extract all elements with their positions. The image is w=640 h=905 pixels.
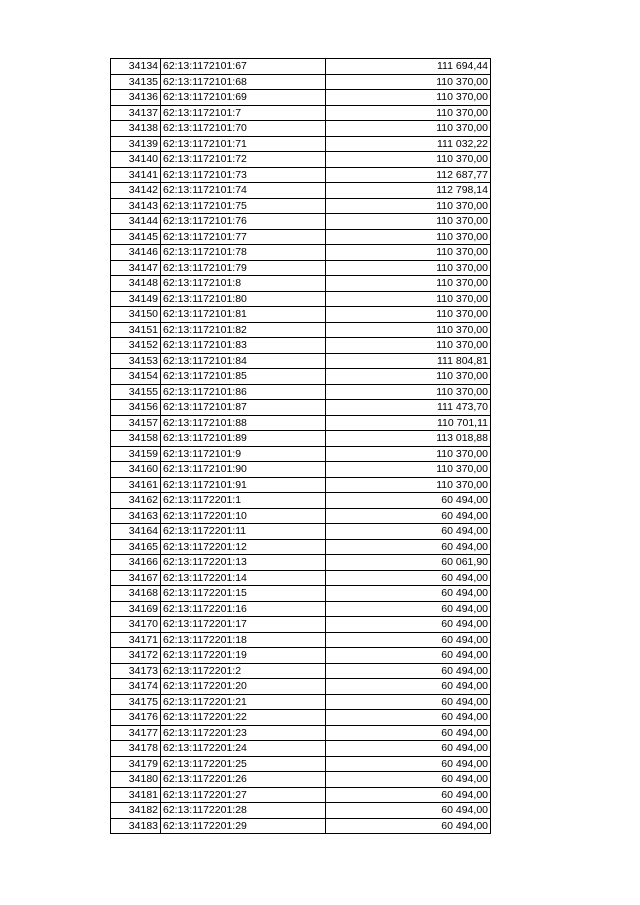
table-row: [111, 539, 491, 555]
cadastral-number-cell: 62:13:1172101:7: [161, 105, 326, 121]
cadastral-value-table: [110, 58, 491, 834]
table-row: [111, 710, 491, 726]
cadastral-number-cell: 62:13:1172201:13: [161, 555, 326, 571]
table-row: [111, 493, 491, 509]
row-number-cell: 34173: [111, 663, 161, 679]
row-number-cell: 34159: [111, 446, 161, 462]
table-row: [111, 803, 491, 819]
cadastral-number-cell: 62:13:1172201:17: [161, 617, 326, 633]
cadastral-number-cell: 62:13:1172101:8: [161, 276, 326, 292]
cadastral-number-cell: 62:13:1172201:25: [161, 756, 326, 772]
cadastral-number-cell: 62:13:1172201:21: [161, 694, 326, 710]
table-row: [111, 353, 491, 369]
table-row: [111, 508, 491, 524]
cadastral-value-cell: 60 494,00: [326, 803, 491, 819]
row-number-cell: 34137: [111, 105, 161, 121]
row-number-cell: 34139: [111, 136, 161, 152]
row-number-cell: 34174: [111, 679, 161, 695]
cadastral-value-cell: 110 370,00: [326, 477, 491, 493]
cadastral-number-cell: 62:13:1172101:67: [161, 59, 326, 75]
cadastral-value-cell: 60 494,00: [326, 601, 491, 617]
cadastral-value-cell: 111 032,22: [326, 136, 491, 152]
cadastral-value-cell: 60 494,00: [326, 648, 491, 664]
table-row: [111, 338, 491, 354]
cadastral-value-cell: 110 370,00: [326, 198, 491, 214]
cadastral-number-cell: 62:13:1172201:14: [161, 570, 326, 586]
table-row: [111, 260, 491, 276]
table-row: [111, 183, 491, 199]
cadastral-value-cell: 110 370,00: [326, 384, 491, 400]
cadastral-value-cell: 60 494,00: [326, 508, 491, 524]
cadastral-value-cell: 60 494,00: [326, 632, 491, 648]
table-row: [111, 632, 491, 648]
cadastral-number-cell: 62:13:1172201:16: [161, 601, 326, 617]
cadastral-number-cell: 62:13:1172201:1: [161, 493, 326, 509]
cadastral-value-cell: 60 494,00: [326, 772, 491, 788]
cadastral-value-cell: 111 473,70: [326, 400, 491, 416]
row-number-cell: 34157: [111, 415, 161, 431]
cadastral-value-cell: 110 370,00: [326, 338, 491, 354]
row-number-cell: 34142: [111, 183, 161, 199]
cadastral-value-cell: 60 494,00: [326, 741, 491, 757]
cadastral-number-cell: 62:13:1172201:19: [161, 648, 326, 664]
cadastral-number-cell: 62:13:1172101:79: [161, 260, 326, 276]
table-row: [111, 694, 491, 710]
row-number-cell: 34167: [111, 570, 161, 586]
row-number-cell: 34170: [111, 617, 161, 633]
table-row: [111, 772, 491, 788]
cadastral-number-cell: 62:13:1172201:29: [161, 818, 326, 834]
cadastral-value-cell: 110 370,00: [326, 74, 491, 90]
row-number-cell: 34138: [111, 121, 161, 137]
row-number-cell: 34147: [111, 260, 161, 276]
row-number-cell: 34163: [111, 508, 161, 524]
cadastral-value-cell: 60 494,00: [326, 524, 491, 540]
cadastral-value-cell: 110 370,00: [326, 446, 491, 462]
cadastral-value-cell: 110 370,00: [326, 121, 491, 137]
cadastral-number-cell: 62:13:1172101:9: [161, 446, 326, 462]
cadastral-number-cell: 62:13:1172101:90: [161, 462, 326, 478]
cadastral-value-cell: 60 494,00: [326, 694, 491, 710]
table-row: [111, 741, 491, 757]
row-number-cell: 34146: [111, 245, 161, 261]
table-row: [111, 477, 491, 493]
table-row: [111, 369, 491, 385]
table-row: [111, 121, 491, 137]
cadastral-number-cell: 62:13:1172101:72: [161, 152, 326, 168]
cadastral-value-cell: 60 494,00: [326, 493, 491, 509]
cadastral-number-cell: 62:13:1172101:88: [161, 415, 326, 431]
cadastral-value-cell: 110 370,00: [326, 245, 491, 261]
table-row: [111, 446, 491, 462]
cadastral-number-cell: 62:13:1172101:81: [161, 307, 326, 323]
cadastral-value-cell: 110 370,00: [326, 322, 491, 338]
row-number-cell: 34183: [111, 818, 161, 834]
cadastral-number-cell: 62:13:1172201:15: [161, 586, 326, 602]
cadastral-number-cell: 62:13:1172201:18: [161, 632, 326, 648]
table-row: [111, 291, 491, 307]
row-number-cell: 34158: [111, 431, 161, 447]
cadastral-number-cell: 62:13:1172101:91: [161, 477, 326, 493]
row-number-cell: 34134: [111, 59, 161, 75]
cadastral-value-cell: 60 494,00: [326, 679, 491, 695]
cadastral-value-cell: 110 370,00: [326, 260, 491, 276]
cadastral-number-cell: 62:13:1172101:87: [161, 400, 326, 416]
cadastral-number-cell: 62:13:1172101:78: [161, 245, 326, 261]
table-row: [111, 229, 491, 245]
table-row: [111, 617, 491, 633]
cadastral-value-cell: 110 370,00: [326, 462, 491, 478]
cadastral-number-cell: 62:13:1172101:74: [161, 183, 326, 199]
row-number-cell: 34175: [111, 694, 161, 710]
cadastral-value-cell: 110 370,00: [326, 369, 491, 385]
cadastral-number-cell: 62:13:1172101:86: [161, 384, 326, 400]
cadastral-number-cell: 62:13:1172101:70: [161, 121, 326, 137]
cadastral-number-cell: 62:13:1172101:84: [161, 353, 326, 369]
cadastral-value-cell: 60 494,00: [326, 725, 491, 741]
table-row: [111, 601, 491, 617]
cadastral-number-cell: 62:13:1172201:27: [161, 787, 326, 803]
table-row: [111, 74, 491, 90]
row-number-cell: 34143: [111, 198, 161, 214]
row-number-cell: 34155: [111, 384, 161, 400]
row-number-cell: 34153: [111, 353, 161, 369]
cadastral-number-cell: 62:13:1172101:83: [161, 338, 326, 354]
table-row: [111, 648, 491, 664]
cadastral-value-cell: 110 370,00: [326, 105, 491, 121]
table-row: [111, 462, 491, 478]
cadastral-value-cell: 110 370,00: [326, 152, 491, 168]
row-number-cell: 34181: [111, 787, 161, 803]
cadastral-number-cell: 62:13:1172101:71: [161, 136, 326, 152]
table-row: [111, 167, 491, 183]
cadastral-value-cell: 110 701,11: [326, 415, 491, 431]
row-number-cell: 34178: [111, 741, 161, 757]
cadastral-value-cell: 111 804,81: [326, 353, 491, 369]
cadastral-value-cell: 60 494,00: [326, 663, 491, 679]
table-row: [111, 431, 491, 447]
table-row: [111, 586, 491, 602]
row-number-cell: 34151: [111, 322, 161, 338]
cadastral-value-cell: 112 687,77: [326, 167, 491, 183]
row-number-cell: 34182: [111, 803, 161, 819]
table-row: [111, 322, 491, 338]
cadastral-value-cell: 110 370,00: [326, 307, 491, 323]
row-number-cell: 34162: [111, 493, 161, 509]
cadastral-value-cell: 60 494,00: [326, 586, 491, 602]
cadastral-number-cell: 62:13:1172101:68: [161, 74, 326, 90]
table-row: [111, 136, 491, 152]
cadastral-value-cell: 110 370,00: [326, 291, 491, 307]
table-row: [111, 570, 491, 586]
row-number-cell: 34179: [111, 756, 161, 772]
table-row: [111, 307, 491, 323]
table-row: [111, 415, 491, 431]
row-number-cell: 34154: [111, 369, 161, 385]
cadastral-value-cell: 60 061,90: [326, 555, 491, 571]
table-row: [111, 756, 491, 772]
cadastral-value-cell: 113 018,88: [326, 431, 491, 447]
row-number-cell: 34144: [111, 214, 161, 230]
table-row: [111, 276, 491, 292]
row-number-cell: 34171: [111, 632, 161, 648]
table-row: [111, 555, 491, 571]
table-row: [111, 198, 491, 214]
cadastral-number-cell: 62:13:1172201:20: [161, 679, 326, 695]
cadastral-number-cell: 62:13:1172101:76: [161, 214, 326, 230]
table-row: [111, 663, 491, 679]
row-number-cell: 34180: [111, 772, 161, 788]
table-row: [111, 524, 491, 540]
cadastral-value-cell: 111 694,44: [326, 59, 491, 75]
row-number-cell: 34161: [111, 477, 161, 493]
cadastral-number-cell: 62:13:1172201:12: [161, 539, 326, 555]
row-number-cell: 34141: [111, 167, 161, 183]
row-number-cell: 34149: [111, 291, 161, 307]
cadastral-value-cell: 60 494,00: [326, 710, 491, 726]
table-row: [111, 400, 491, 416]
cadastral-number-cell: 62:13:1172101:82: [161, 322, 326, 338]
cadastral-number-cell: 62:13:1172101:85: [161, 369, 326, 385]
row-number-cell: 34160: [111, 462, 161, 478]
table-row: [111, 90, 491, 106]
row-number-cell: 34172: [111, 648, 161, 664]
cadastral-value-cell: 60 494,00: [326, 756, 491, 772]
cadastral-number-cell: 62:13:1172201:10: [161, 508, 326, 524]
row-number-cell: 34177: [111, 725, 161, 741]
cadastral-number-cell: 62:13:1172201:23: [161, 725, 326, 741]
row-number-cell: 34136: [111, 90, 161, 106]
table-row: [111, 59, 491, 75]
cadastral-number-cell: 62:13:1172201:22: [161, 710, 326, 726]
cadastral-number-cell: 62:13:1172201:24: [161, 741, 326, 757]
cadastral-value-cell: 60 494,00: [326, 617, 491, 633]
cadastral-value-cell: 110 370,00: [326, 214, 491, 230]
cadastral-number-cell: 62:13:1172201:26: [161, 772, 326, 788]
cadastral-value-cell: 110 370,00: [326, 276, 491, 292]
table-row: [111, 787, 491, 803]
row-number-cell: 34150: [111, 307, 161, 323]
cadastral-value-cell: 112 798,14: [326, 183, 491, 199]
cadastral-number-cell: 62:13:1172201:11: [161, 524, 326, 540]
row-number-cell: 34135: [111, 74, 161, 90]
row-number-cell: 34152: [111, 338, 161, 354]
row-number-cell: 34169: [111, 601, 161, 617]
cadastral-number-cell: 62:13:1172101:80: [161, 291, 326, 307]
cadastral-value-cell: 60 494,00: [326, 570, 491, 586]
cadastral-value-cell: 60 494,00: [326, 818, 491, 834]
table-row: [111, 245, 491, 261]
table-row: [111, 105, 491, 121]
row-number-cell: 34165: [111, 539, 161, 555]
table-row: [111, 214, 491, 230]
cadastral-number-cell: 62:13:1172101:69: [161, 90, 326, 106]
table-row: [111, 679, 491, 695]
cadastral-value-cell: 60 494,00: [326, 787, 491, 803]
row-number-cell: 34164: [111, 524, 161, 540]
table-row: [111, 384, 491, 400]
cadastral-value-cell: 110 370,00: [326, 229, 491, 245]
table-row: [111, 152, 491, 168]
row-number-cell: 34140: [111, 152, 161, 168]
row-number-cell: 34148: [111, 276, 161, 292]
row-number-cell: 34145: [111, 229, 161, 245]
cadastral-value-cell: 60 494,00: [326, 539, 491, 555]
table-body: [111, 59, 491, 834]
cadastral-number-cell: 62:13:1172101:77: [161, 229, 326, 245]
row-number-cell: 34168: [111, 586, 161, 602]
row-number-cell: 34166: [111, 555, 161, 571]
row-number-cell: 34156: [111, 400, 161, 416]
row-number-cell: 34176: [111, 710, 161, 726]
cadastral-number-cell: 62:13:1172101:73: [161, 167, 326, 183]
cadastral-number-cell: 62:13:1172201:28: [161, 803, 326, 819]
table-row: [111, 725, 491, 741]
cadastral-number-cell: 62:13:1172101:89: [161, 431, 326, 447]
cadastral-number-cell: 62:13:1172201:2: [161, 663, 326, 679]
table-row: [111, 818, 491, 834]
cadastral-number-cell: 62:13:1172101:75: [161, 198, 326, 214]
cadastral-value-cell: 110 370,00: [326, 90, 491, 106]
